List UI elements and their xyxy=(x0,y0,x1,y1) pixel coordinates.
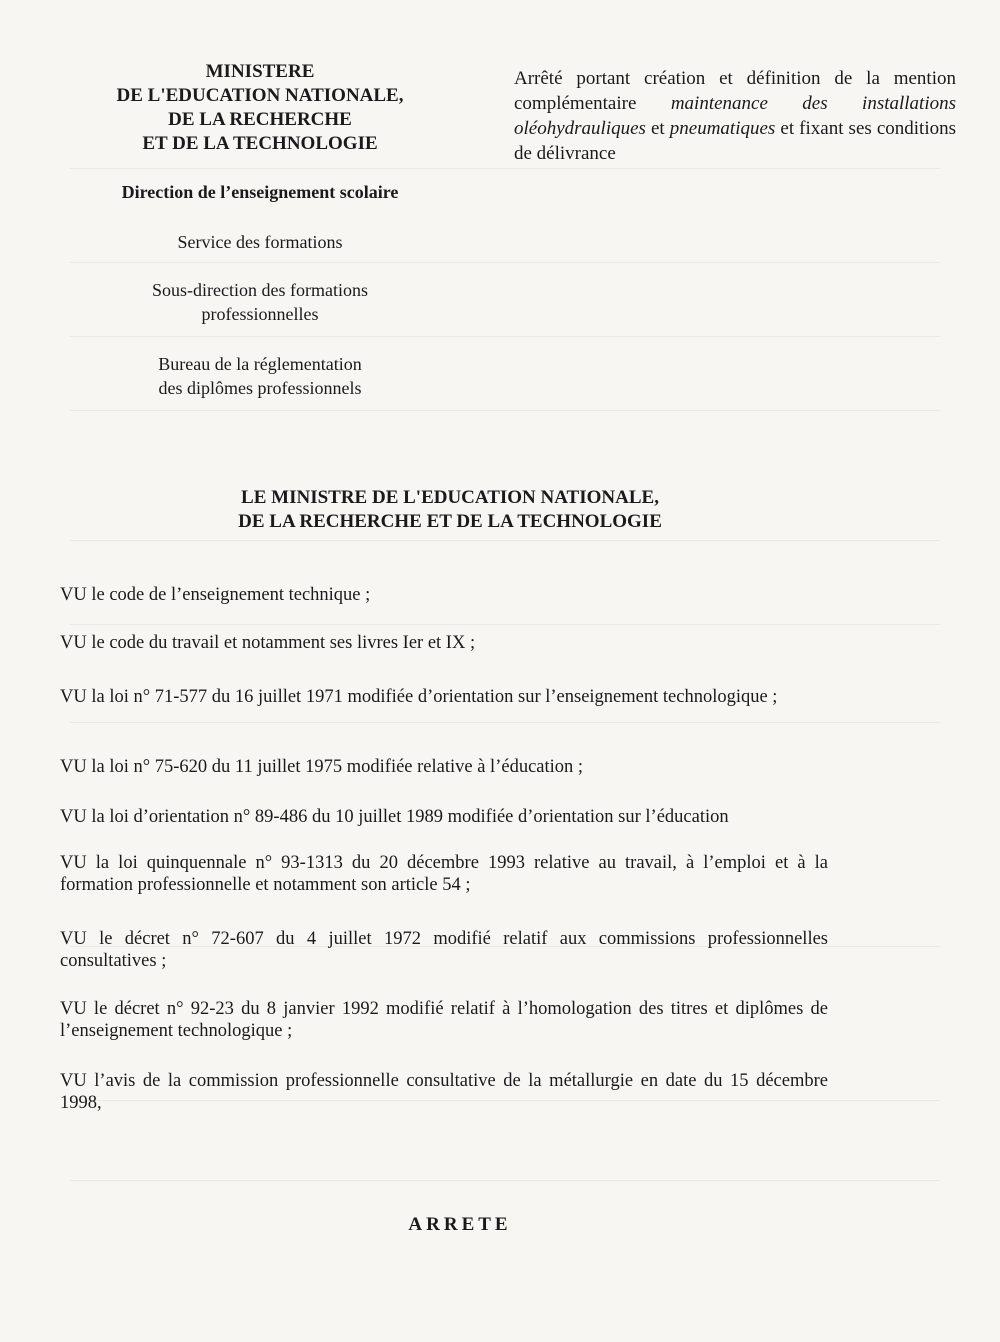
bureau-line: des diplômes professionnels xyxy=(158,378,362,398)
visa-item: VU le code du travail et notamment ses livres Ier et IX ; xyxy=(60,633,476,653)
ministry-line: ET DE LA TECHNOLOGIE xyxy=(142,133,378,154)
title-italic: pneumatiques xyxy=(669,118,776,139)
title-text: Arrêté portant création et définition de la mention complémentaire xyxy=(514,68,956,114)
title-italic: maintenance des installations oléohydrauliques xyxy=(514,93,957,139)
minister-line: DE LA RECHERCHE ET DE LA TECHNOLOGIE xyxy=(238,511,662,532)
sous-direction-line: professionnelles xyxy=(201,304,319,324)
sous-direction-label xyxy=(110,278,410,326)
service-label: Service des formations xyxy=(177,232,343,252)
ministry-heading xyxy=(95,60,425,156)
minister-heading xyxy=(150,486,750,534)
arrete-title xyxy=(514,66,956,166)
visa-item: VU le décret n° 72-607 du 4 juillet 1972 modifié relatif aux commissions professionnelles consultatives ; xyxy=(60,929,828,971)
bureau-label xyxy=(110,352,410,400)
title-text: et xyxy=(645,118,670,139)
decision-heading: ARRETE xyxy=(408,1214,512,1235)
ministry-line: DE LA RECHERCHE xyxy=(168,109,352,130)
minister-line: LE MINISTRE DE L'EDUCATION NATIONALE, xyxy=(241,487,659,508)
visa-item: VU la loi quinquennale n° 93-1313 du 20 décembre 1993 relative au travail, à l’emploi et à la formation professionnelle et notamment son article 54 ; xyxy=(60,853,828,895)
visa-item: VU la loi d’orientation n° 89-486 du 10 juillet 1989 modifiée d’orientation sur l’éducation xyxy=(60,807,729,827)
visa-item: VU la loi n° 75-620 du 11 juillet 1975 modifiée relative à l’éducation ; xyxy=(60,757,584,777)
visa-item: VU le décret n° 92-23 du 8 janvier 1992 modifié relatif à l’homologation des titres et diplômes de l’enseignement technologique ; xyxy=(60,999,828,1041)
visa-item: VU le code de l’enseignement technique ; xyxy=(60,585,371,605)
title-text: et fixant ses conditions de délivrance xyxy=(514,118,956,164)
bureau-line: Bureau de la réglementation xyxy=(158,354,362,374)
visa-item: VU l’avis de la commission professionnelle consultative de la métallurgie en date du 15 décembre 1998, xyxy=(60,1071,828,1113)
ministry-line: DE L'EDUCATION NATIONALE, xyxy=(116,85,404,106)
sous-direction-line: Sous-direction des formations xyxy=(152,280,368,300)
direction-heading: Direction de l’enseignement scolaire xyxy=(121,182,399,202)
ministry-line: MINISTERE xyxy=(205,61,315,82)
visa-item: VU la loi n° 71-577 du 16 juillet 1971 modifiée d’orientation sur l’enseignement technologique ; xyxy=(60,687,778,707)
